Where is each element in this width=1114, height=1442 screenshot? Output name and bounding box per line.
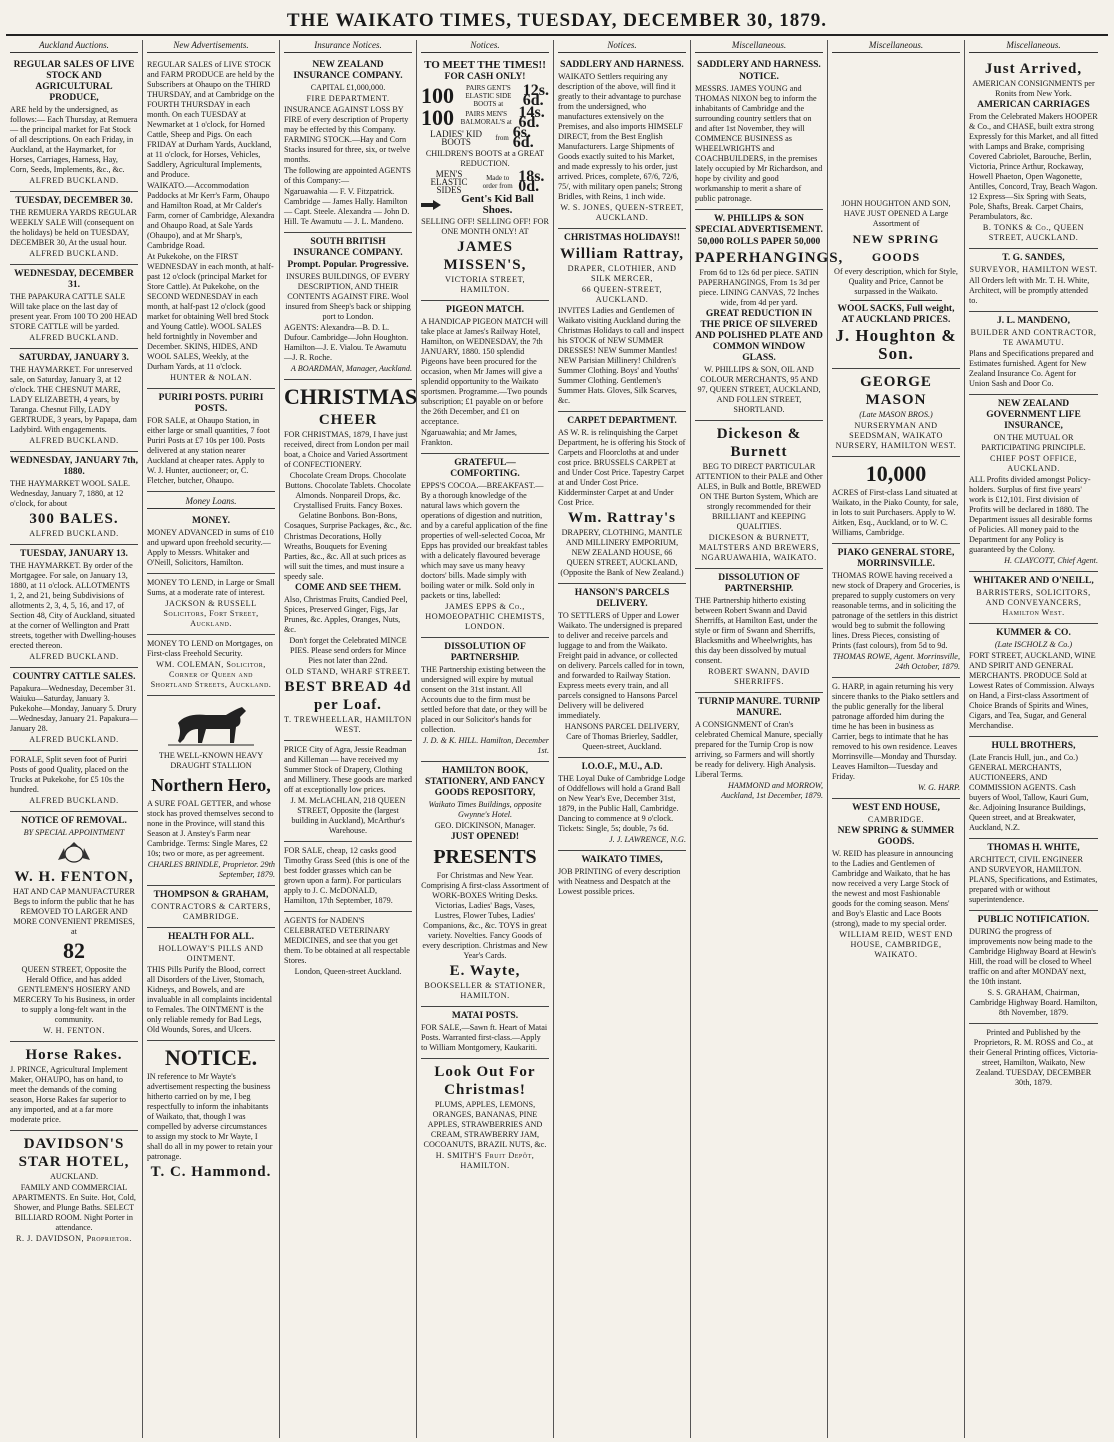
column-2 xyxy=(143,40,280,1438)
column-header: Auckland Auctions. xyxy=(10,40,138,53)
ad-signature: J. M. McLACHLAN, 218 QUEEN STREET, Opposite the (largest building in Auckland), McArthur's Warehouse. xyxy=(290,796,406,835)
ad-body: G. HARP, in again returning his very sincere thanks to the Piako settlers and the public generally for the liberal patronage afforded him during the time he has been in business as Carrier, begs to intimate that he has removed to his own residence. Leaves Morrinsville—Monday and Thursday. Leaves Hamilton—Tuesday and Friday. xyxy=(832,682,959,781)
imprint xyxy=(969,1024,1098,1093)
ad-body: AGENTS for NADEN'S CELEBRATED VETERINARY MEDICINES, and see that you get them. To be obtained at all respectable Stores. xyxy=(284,916,410,965)
ad-piako-store xyxy=(832,544,960,678)
ad-children: CHILDREN'S BOOTS at a GREAT REDUCTION. xyxy=(425,149,545,168)
ad-title: Northern Hero, xyxy=(151,775,271,795)
ad-papakura-sale xyxy=(10,265,138,349)
ad-grass-seed xyxy=(284,842,412,912)
ad-live-stock-sales xyxy=(10,56,138,192)
ad-title: DISSOLUTION OF PARTNERSHIP. xyxy=(444,642,526,663)
ad-south-british xyxy=(284,233,412,380)
ad-title: PIGEON MATCH. xyxy=(446,305,524,315)
ad-name: Wm. Rattray's xyxy=(568,510,676,526)
ad-stallion xyxy=(147,696,275,886)
ad-body: A SURE FOAL GETTER, and whose stock has proved themselves second to none in the Province, will stand this Season at J. Anstey's Farm near Cambridge. Terms: Single Mares, £2 10s; two or more, as per agreement. xyxy=(147,799,274,858)
ad-body: THE REMUERA YARDS REGULAR WEEKLY SALE Will (consequent on the holidays) be held on TUESDAY, DECEMBER 30, At the usual hour. xyxy=(10,208,137,247)
ad-signature: ALFRED BUCKLAND. xyxy=(29,436,119,445)
ad-holloway xyxy=(147,928,275,1041)
ad-money-to-lend xyxy=(147,574,275,635)
ad-big-text: 300 BALES. xyxy=(29,511,119,527)
ad-body: FAMILY AND COMMERCIAL APARTMENTS. En Suite. Hot, Cold, Shower, and Plunge Baths. SELECT BILLIARD ROOM. Night Porter in attendance. xyxy=(12,1183,136,1232)
ad-american-carriages xyxy=(969,56,1098,249)
ad-body: W. REID has pleasure in announcing to the Ladies and Gentlemen of Cambridge and Waikato, that he has now received a very Large Stock of the newest and most Fashionable goods for the coming season. Mens' and Boy's Elastic and Lace Boots (strong), made to my special order. xyxy=(832,849,954,928)
ad-body: THE Loyal Duke of Cambridge Lodge of Oddfellows will hold a Grand Ball on New Year's Eve, December 31st, 1879, in the Public Hall, Cambridge. Dancing to commence at 9 o'clock. Tickets: Single, 5s; double, 7s 6d. xyxy=(558,774,686,833)
ad-signature: ALFRED BUCKLAND. xyxy=(29,529,119,538)
ad-body: A HANDICAP PIGEON MATCH will take place at James's Railway Hotel, Hamilton, on WEDNESDAY, the 7th JANUARY, 1880. 150 splendid Pigeons have been procured for the occasion, when Mr James will give a splendid opportunity to the Waikato sportsmen. Programme.—Two pounds subscription; £1 payable on or before the 26th December, and £1 on acceptance. xyxy=(421,317,549,426)
column-1 xyxy=(6,40,143,1438)
ad-body: THE Partnership existing between the undersigned will expire by mutual consent on the 31st instant. All Accounts due to the firm must be settled before that date, or they will be placed in our Solicitor's hands for collection. xyxy=(421,665,547,734)
ad-title: SADDLERY AND HARNESS. xyxy=(560,60,684,70)
ad-title: GEORGE MASON xyxy=(860,374,932,408)
ad-subtitle-2: CHIEF POST OFFICE, AUCKLAND. xyxy=(990,454,1077,473)
ad-title: PURIRI POSTS. PURIRI POSTS. xyxy=(158,393,264,414)
ad-signature: S. S. GRAHAM, Chairman, Cambridge Highway Board. Hamilton, 8th November, 1879. xyxy=(969,988,1098,1017)
column-header: New Advertisements. xyxy=(147,40,275,53)
ad-title: Horse Rakes. xyxy=(25,1047,123,1063)
ad-title: HULL BROTHERS, xyxy=(991,741,1076,751)
ad-title: NEW ZEALAND GOVERNMENT LIFE INSURANCE, xyxy=(986,399,1081,431)
ad-kummer xyxy=(969,624,1098,737)
ad-signature: Ngaruawahia; and Mr James, Frankton. xyxy=(421,428,517,447)
ad-title: Dickeson & Burnett xyxy=(716,426,802,460)
ad-body: HAT AND CAP MANUFACTURER Begs to inform the public that he has REMOVED TO LARGER AND MORE CONVENIENT PREMISES, at xyxy=(13,887,135,936)
ad-title: TUESDAY, JANUARY 13. xyxy=(20,549,128,559)
ad-body: PLUMS, APPLES, LEMONS, ORANGES, BANANAS, PINE APPLES, STRAWBERRIES AND CREAM, STRAWBERRY JAM, COCOANUTS, BRAZIL NUTS, &c. xyxy=(423,1100,547,1149)
ad-houghton xyxy=(832,56,960,369)
ad-missen-boots xyxy=(421,56,549,301)
ad-capital: CAPITAL £1,000,000. xyxy=(310,83,386,92)
ad-title: Just Arrived, xyxy=(984,61,1083,77)
ad-body: WAIKATO Settlers requiring any description of the above, will find it greatly to their advantage to purchase from the undersigned, who manufactures extensively on the Premises, and also imports HIMSELF DIRECT, from the Best English Manufacturers. Large Shipments of Goods exactly suited to his Market, and made expressly to his order, just arrived. Prices, complete, 67/6, 72/6, 75/, with military open panels; Strong Bridles, with Reins, 1 inch wide. xyxy=(558,72,683,201)
ad-title: WEST END HOUSE, xyxy=(852,803,940,813)
ad-body: AS W. R. is relinquishing the Carpet Department, he is offering his Stock of Carpets and Floorcloths at and under cost price. BRUSSELS CARPET at and Under Cost Price. Tapestry Carpet at and Under Cost Price. Kidderminster Carpet at and Under Cost Price. xyxy=(558,428,686,507)
ad-mandeno-builder xyxy=(969,312,1098,395)
pointing-hand-icon xyxy=(421,199,443,211)
ad-subtitle: BUILDER AND CONTRACTOR, TE AWAMUTU. xyxy=(970,328,1097,347)
ad-body: ACRES of First-class Land situated at Waikato, in the Piako County, for sale, in lots to suit Purchasers. Apply to W. Aitken, Esq., Auckland, or to W. C. Williams, Cambridge. xyxy=(832,488,959,537)
ad-job-printing xyxy=(558,851,686,902)
ad-subtitle: CONTRACTORS & CARTERS, CAMBRIDGE. xyxy=(151,902,271,921)
ad-horse-rakes xyxy=(10,1042,138,1131)
price-line: 100 PAIRS MEN'S BALMORAL'S at 14s. 6d. xyxy=(421,104,545,131)
ad-body: FORT STREET, AUCKLAND, WINE AND SPIRIT AND GENERAL MERCHANTS. PRODUCE Sold at Lowest Rates of Commission. Always on Hand, a First-class Assortment of Choice Brands of Spirits and Wines, Cigars, and Tea, Sugar, and General Merchandise. xyxy=(969,651,1096,730)
ad-title: WHITAKER AND O'NEILL, xyxy=(973,576,1094,586)
ad-manager: GEO. DICKINSON, Manager. xyxy=(434,821,536,830)
ad-name: JAMES MISSEN'S, xyxy=(443,239,527,273)
ad-signature: ALFRED BUCKLAND. xyxy=(29,249,119,258)
ad-body: THE PAPAKURA CATTLE SALE Will take place on the last day of present year. From 100 TO 200 HEAD STORE CATTLE will be yarded. xyxy=(10,292,138,331)
ad-title: HANSON'S PARCELS DELIVERY. xyxy=(574,588,670,609)
ad-hull-brothers xyxy=(969,737,1098,839)
ad-body: ALL Profits divided amongst Policy-holders. Surplus of first five years' work is £12,101. First division of Profits will be declared in 1880. The Department issues all desirable forms of Policies. All money paid to the Department for any Policy is guaranteed by the Colony. xyxy=(969,475,1093,554)
ad-body: INVITES Ladies and Gentlemen of Waikato visiting Auckland during the Christmas Holidays to call and inspect his STOCK of NEW SUMMER DRESSES! NEW Summer Mantles! NEW Parisian Millinery! Children's Summer Clothing. Boys' and Youths' Summer Clothing. Gentlemen's Summer Hats. Gloves, Silk Scarves, &c. xyxy=(558,306,685,405)
ad-body: JOHN HOUGHTON AND SON, HAVE JUST OPENED A Large Assortment of xyxy=(841,199,951,228)
ad-body-3: At Pukekohe, on the FIRST WEDNESDAY in each month, at half-past 12 o'clock (principal Market for Store Cattle). At Pukekohe, on the SECOND WEDNESDAY in each month, at half-past 12 o'clock (good market for obtaining Well bred Stock and Young Cattle). WOOL SALES held fortnightly in November and December. SKINS, HIDES, AND WOOL SALES, Weekly, at the Durham Yards, at 11 o'clock. xyxy=(147,252,274,371)
ad-subtitle: Waikato Times Buildings, opposite Gwynne's Hotel. xyxy=(428,800,542,819)
ad-body: FORALE, Split seven foot of Puriri Posts of good Quality, placed on the Trucks at Pukekohe, for £5 10s the hundred. xyxy=(10,755,129,794)
ad-allotments xyxy=(10,545,138,668)
ad-address: VICTORIA STREET, HAMILTON. xyxy=(444,275,526,294)
ad-signature: W. PHILLIPS & SON, OIL AND COLOUR MERCHANTS, 95 AND 97, QUEEN STREET, AUCKLAND, AND FOLLEN STREET, SHORTLAND. xyxy=(697,365,821,414)
ad-body: INSURANCE AGAINST LOSS BY FIRE of every description of Property may be effected by this Company. FARMING STOCK.—Hay and Corn Stacks insured for three, six, or twelve months. xyxy=(284,105,410,164)
ad-signature: T. TREWHEELLAR, HAMILTON WEST. xyxy=(284,715,412,734)
ad-turnip-manure xyxy=(695,693,823,806)
ad-title: CHRISTMAS xyxy=(284,384,418,409)
ad-come: COME AND SEE THEM. xyxy=(295,583,401,593)
ad-title: PUBLIC NOTIFICATION. xyxy=(977,915,1090,925)
ad-body: From the Celebrated Makers HOOPER & Co., and CHASE, built extra strong Expressly for this Market, and all fitted with Lamps and Brake, comprising Covered Cabriolet, Barouche, Berlin, Victoria, Prince Arthur, Rockaway, Howell Phaeton, Open Wagonette, Antilles, Concord, Tray, Beach Wagon. 12 Express—Six Spring with Seats, Pole, Shafts, Break. Carpet Chairs, Perambulators, &c. xyxy=(969,112,1098,221)
ad-agents: AGENTS: Alexandra—B. D. L. Dufour. Cambridge—John Houghton. Hamilton—J. E. Vialou. Te Awamutu—J. R. Roche. xyxy=(284,323,409,362)
ad-body: For Christmas and New Year. Comprising A first-class Assortment of WORK-BOXES Writing Desks. Victorias, Ladies' Bags, Vases, Lustres, Flower Tubes, Ladies' Companions, &c., &c. TOYS in great variety. Novelties. Fancy Goods of every description. Christmas and New Year's Cards. xyxy=(421,871,549,960)
ad-great: GREAT REDUCTION IN THE PRICE OF SILVERED AND POLISHED PLATE AND COMMON WINDOW GLASS. xyxy=(695,309,823,363)
ad-body: Papakura—Wednesday, December 31. Waiuku—Saturday, January 3. Pukekohe—Monday, January 5. Drury—Wednesday, January 21. Papakura—January 28. xyxy=(10,684,138,733)
ad-10000-acres xyxy=(832,457,960,544)
ad-signature: B. TONKS & Co., QUEEN STREET, AUCKLAND. xyxy=(982,223,1085,242)
ad-phillips-paper xyxy=(695,210,844,421)
columns xyxy=(6,40,1108,1438)
ad-body: BARRISTERS, SOLICITORS, AND CONVEYANCERS, Hamilton West. xyxy=(976,588,1091,617)
ad-title: J. L. MANDENO, xyxy=(996,316,1071,326)
ad-christmas-cheer xyxy=(284,380,418,741)
ad-body-2: Christmas Decorations, Holly Wreaths, Bouquets for Evening Parties, &c., &c. All at such prices as will suit the times, and must insure a speedy sale. xyxy=(284,532,407,581)
ad-title: WEDNESDAY, JANUARY 7th, 1880. xyxy=(10,456,138,477)
ad-body: ARCHITECT, CIVIL ENGINEER AND SURVEYOR, HAMILTON. PLANS, Specifications, and Estimates, prepared with or without superintendence. xyxy=(969,855,1098,904)
imprint-text: Printed and Published by the Proprietors, R. M. ROSS and Co., at their General Printing offices, Victoria-street, Hamilton, Waikato, New Zealand. TUESDAY, DECEMBER 30th, 1879. xyxy=(969,1028,1098,1087)
ad-body: THIS Pills Purify the Blood, correct all Disorders of the Liver, Stomach, Kidneys, and Bowels, and are invaluable in all complaints incidental to Females. The OINTMENT is the only reliable remedy for Bad Legs, Old Wounds, Sores, and Ulcers. xyxy=(147,965,273,1034)
ad-body-2: QUEEN STREET, Opposite the Herald Office, and has added GENTLEMEN'S HOSIERY AND MERCERY To his Business, in order to supply a long-felt want in the community. xyxy=(13,965,135,1024)
ad-george-mason xyxy=(832,369,960,457)
horse-icon xyxy=(166,703,256,747)
column-4 xyxy=(417,40,554,1438)
ad-title: SADDLERY AND HARNESS. xyxy=(697,60,821,70)
ad-body: THE HAYMARKET. For unreserved sale, on Saturday, January 3, at 12 o'clock. THE CHESNUT MARE, LADY ELIZABETH, 4 years, by Taranga. Chesnut Filly, LADY GERTRUDE, 3 years, by Papapa, dam Ladybird. With engagements. xyxy=(10,365,137,434)
ad-look-out-christmas xyxy=(421,1059,549,1176)
ad-title: Look Out For Christmas! xyxy=(434,1064,536,1098)
ad-signature: CHARLES BRINDLE, Proprietor. 29th September, 1879. xyxy=(147,860,275,879)
ad-signature: E. Wayte, xyxy=(449,963,521,979)
ad-subtitle: SURVEYOR, HAMILTON WEST. xyxy=(969,265,1098,274)
ad-title: KUMMER & CO. xyxy=(996,628,1071,638)
ad-title: NEW ZEALAND INSURANCE COMPANY. xyxy=(293,60,403,81)
royal-arms-icon xyxy=(54,842,94,864)
ad-signature: WM. COLEMAN, Solicitor, Corner of Queen and Shortland Streets, Auckland. xyxy=(150,660,272,689)
ad-title: SATURDAY, JANUARY 3. xyxy=(19,353,129,363)
ad-body: A CONSIGNMENT of Cran's celebrated Chemical Manure, specially prepared for the Turnip Crop is now arriving, so Farmers and will shortly be ready for delivery. High Analysis. Liberal Terms. xyxy=(695,720,823,779)
column-3 xyxy=(280,40,417,1438)
ad-title: TURNIP MANURE. TURNIP MANURE. xyxy=(697,697,820,718)
ad-notice: NOTICE. xyxy=(739,72,779,82)
ad-thompson-graham xyxy=(147,886,275,928)
ad-title: PIAKO GENERAL STORE, MORRINSVILLE. xyxy=(837,548,955,569)
ad-subtitle: (Late MASON BROS.) xyxy=(859,410,933,419)
ad-matai-posts xyxy=(421,1007,549,1059)
ad-body: From 6d to 12s 6d per piece. SATIN PAPERHANGINGS, From 1s 3d per piece. LINING CANVAS, 72 Inches wide, from 4d per yard. xyxy=(698,268,820,307)
ad-signature: DICKESON & BURNETT, MALTSTERS AND BREWERS, NGARUAWAHIA, WAIKATO. xyxy=(698,533,820,562)
price-line: LADIES' KID BOOTS from 6s. 6d. xyxy=(430,124,534,151)
ad-title: HAMILTON BOOK, STATIONERY, AND FANCY GOODS REPOSITORY, xyxy=(425,766,545,798)
ad-big-text: PAPERHANGINGS, xyxy=(695,250,844,266)
ad-body: ARE held by the undersigned, as follows:— Each Thursday, at Remuera — the principal market for Fat Stock of all descriptions. On each Friday, in Auckland, at the Haymarket, for Horses, Carriages, Harness, Hay, Corn, Seeds, Implements, &c., &c. xyxy=(10,105,138,174)
ad-epps-cocoa xyxy=(421,454,549,638)
ad-subtitle: HOLLOWAY'S PILLS AND OINTMENT. xyxy=(158,944,264,963)
ad-body: NURSERYMAN AND SEEDSMAN, WAIKATO NURSERY, HAMILTON WEST. xyxy=(835,421,957,450)
ad-subtitle: DRAPER, CLOTHIER, AND SILK MERCER, xyxy=(567,264,677,283)
ad-hunter-nolan xyxy=(147,56,275,389)
ad-body-3: Also, Christmas Fruits, Candied Peel, Spices, Preserved Ginger, Figs, Jar Prunes, &c. Apples, Oranges, Nuts, &c. xyxy=(284,595,408,634)
column-8 xyxy=(965,40,1102,1438)
ad-fenton-removal xyxy=(10,812,138,1042)
ad-hanson-parcels xyxy=(558,584,686,758)
column-header: Notices. xyxy=(558,40,686,53)
ad-title: THOMAS H. WHITE, xyxy=(987,843,1080,853)
ad-thomas-white xyxy=(969,839,1098,911)
ad-saddlery-jones xyxy=(558,56,686,229)
ad-signature: ALFRED BUCKLAND. xyxy=(29,652,119,661)
ad-signature: HAMMOND and MORROW, Auckland, 1st December, 1879. xyxy=(721,781,823,800)
ad-nz-insurance xyxy=(284,56,412,233)
ad-signature: WILLIAM REID, WEST END HOUSE, CAMBRIDGE, WAIKATO. xyxy=(839,930,953,959)
ad-signature: J. J. LAWRENCE, N.G. xyxy=(608,835,686,844)
column-header: Notices. xyxy=(421,40,549,53)
ad-signature: ALFRED BUCKLAND. xyxy=(29,176,119,185)
ad-body: FOR SALE,—Sawn ft. Heart of Matai Posts. Warranted first-class.—Apply to William Montgomery, Kaukariti. xyxy=(421,1023,548,1052)
ad-title: WAIKATO TIMES, xyxy=(581,855,663,865)
ad-title: MONEY. xyxy=(192,516,230,526)
ad-wool-sale xyxy=(10,452,138,545)
ad-money xyxy=(147,512,275,574)
ad-body: MONEY TO LEND, in Large or Small Sums, at a moderate rate of interest. xyxy=(147,578,275,597)
ad-dissolution-swann xyxy=(695,569,823,693)
ad-title: GRATEFUL—COMFORTING. xyxy=(450,458,520,479)
ad-title: CARPET DEPARTMENT. xyxy=(567,416,677,426)
ad-notice-hammond xyxy=(147,1041,275,1186)
ad-signature: R. J. DAVIDSON, Proprietor. xyxy=(16,1234,132,1243)
ad-title: TO MEET THE TIMES!! xyxy=(424,59,546,71)
ad-selling: SELLING OFF! SELLING OFF! FOR ONE MONTH ONLY! AT xyxy=(421,217,549,236)
column-5 xyxy=(554,40,691,1438)
ad-subtitle: AUCKLAND. xyxy=(50,1172,98,1181)
ad-signature: H. CLAYCOTT, Chief Agent. xyxy=(1004,556,1098,565)
ad-naden-medicines xyxy=(284,912,412,982)
ad-body: (Late Francis Hull, jun., and Co.) GENERAL MERCHANTS, AUCTIONEERS, AND COMMISSION AGENTS. Cash buyers of Wool, Tallow, Kauri Gum, &c. Adjoining Insurance Buildings, Queen street, and at Breakwater, Auckland, N.Z. xyxy=(969,753,1089,832)
ad-title: REGULAR SALES OF LIVE STOCK AND AGRICULTURAL PRODUCE, xyxy=(13,60,135,103)
ad-name: W. H. FENTON, xyxy=(14,869,134,885)
ad-title: DAVIDSON'S STAR HOTEL, xyxy=(18,1136,130,1170)
ad-title: WEDNESDAY, DECEMBER 31. xyxy=(14,269,134,290)
ad-list: Chocolate Cream Drops. Chocolate Buttons. Chocolate Tablets. Chocolate Almonds. Nonpareil Drops, &c. Crystallised Fruits. Fancy Boxes. Gelatine Bonbons. Bon-Bons, Cosaques, Surprise Packages, &c., &c. xyxy=(284,471,412,530)
ad-body: EPPS'S COCOA.—BREAKFAST.—By a thorough knowledge of the natural laws which govern the operations of digestion and nutrition, and by a careful application of the fine properties of well-selected Cocoa, Mr Epps has provided our breakfast tables with a delicately flavoured beverage which may save us many heavy doctors' bills. Made simply with boiling water or milk. Sold only in packets or tins, labelled: xyxy=(421,481,548,600)
ad-puriri-posts xyxy=(147,389,275,492)
column-header: Miscellaneous. xyxy=(832,40,960,53)
ad-remuera-sale xyxy=(10,192,138,265)
ad-money-mortgages xyxy=(147,635,275,696)
price-line: MEN'S ELASTIC SIDES Made to order from 18s. 0d. xyxy=(430,168,545,195)
divider xyxy=(850,300,942,301)
ad-title: T. G. SANDES, xyxy=(1002,253,1065,263)
ad-signature: H. SMITH'S Fruit Depôt, HAMILTON. xyxy=(435,1151,535,1170)
ad-title: TUESDAY, DECEMBER 30. xyxy=(15,196,133,206)
ad-pigeon-match xyxy=(421,301,549,454)
column-6 xyxy=(691,40,844,1438)
ad-carpet-department xyxy=(558,412,686,584)
ad-country-cattle-sales xyxy=(10,668,138,751)
masthead: THE WAIKATO TIMES, TUESDAY, DECEMBER 30, 1879. xyxy=(6,8,1108,36)
ad-dissolution-hill xyxy=(421,638,549,762)
ad-rolls: 50,000 ROLLS PAPER 50,000 xyxy=(697,237,821,247)
ad-big-text: PRESENTS xyxy=(433,846,537,868)
ad-address: 66 QUEEN-STREET, AUCKLAND. xyxy=(581,285,663,304)
ad-subtitle: ON THE MUTUAL OR PARTICIPATING PRINCIPLE. xyxy=(981,433,1086,452)
ad-body: Plans and Specifications prepared and Estimates furnished. Agent for New Zealand Insurance Co. Agent for Union Sash and Door Co. xyxy=(969,349,1094,388)
ad-signature: J. Houghton & Son. xyxy=(835,326,957,363)
ad-body: INSURES BUILDINGS, OF EVERY DESCRIPTION, AND THEIR CONTENTS AGAINST FIRE. Wool insured from Sheep's back or shipping port to London. xyxy=(285,272,411,321)
ad-body: THOMAS ROWE having received a new stock of Drapery and Groceries, is prepared to supply customers on very reasonable terms, and in soliciting the patronage of the settlers in this district would beg to submit the following lines. Dress Pieces, consisting of Prints (fast colours), from 5d to 9d. xyxy=(832,571,960,650)
ad-big-text: NEW SPRING & SUMMER GOODS. xyxy=(837,826,955,847)
ad-west-end-house xyxy=(832,799,960,965)
ad-subtitle: (Late ISCHOLZ & Co.) xyxy=(994,640,1073,649)
ad-dickeson-burnett xyxy=(695,421,823,569)
ad-body: BEG TO DIRECT PARTICULAR ATTENTION to their PALE and Other ALES, in Bulk and Bottle, BREWED ON THE Burton System, Which are strongly recommended for their BRILLIANT and KEEPING QUALITIES. xyxy=(695,462,823,531)
column-header: Miscellaneous. xyxy=(695,40,823,53)
ad-subtitle: BY SPECIAL APPOINTMENT xyxy=(23,828,125,837)
ad-open: JUST OPENED! xyxy=(450,832,520,842)
ad-body: FOR SALE, cheap, 12 casks good Timothy Grass Seed (this is one of the best fodder grasses which can be grown upon a farm). For particulars apply to J. C. McDONALD, Hamilton, 17th September, 1879. xyxy=(284,846,410,905)
ad-body: THE HAYMARKET WOOL SALE. Wednesday, January 7, 1880, at 12 o'clock, for about xyxy=(10,479,131,508)
ad-sandes-surveyor xyxy=(969,249,1098,312)
ad-body: PRICE City of Agra, Jessie Readman and Killeman — have received my Summer Stock of Drapery, Clothing and Millinery. These goods are marked off at exceptionally low prices. xyxy=(284,745,413,794)
ad-signature-2: BOOKSELLER & STATIONER, HAMILTON. xyxy=(424,981,546,1000)
ad-title: COUNTRY CATTLE SALES. xyxy=(12,672,136,682)
ad-title: NOTICE OF REMOVAL. xyxy=(21,816,127,826)
ad-title-2: CHEER xyxy=(318,412,378,428)
ad-subtitle: THE WELL-KNOWN HEAVY DRAUGHT STALLION xyxy=(158,751,264,770)
ad-street-number: 82 xyxy=(63,938,85,963)
ad-body: THE HAYMARKET. By order of the Mortgagee. For sale, on January 13, 1880, at 11 o'clock. ALLOTMENTS 1, 2, and 21, being Subdivisions of allotments 2, 3, 4, 5, 16, and 17, of Section 48, City of Auckland, situated at the corner of Wellington and Pratt streets, together with Dwelling-houses erected thereon. xyxy=(10,561,136,650)
ad-name: William Rattray, xyxy=(559,246,685,262)
ad-body: MONEY TO LEND on Mortgages, on First-class Freehold Security. xyxy=(147,639,273,658)
ad-title: HEALTH FOR ALL. xyxy=(168,932,254,942)
ad-big-text: 10,000 xyxy=(865,461,927,486)
ad-body: IN reference to Mr Wayte's advertisement respecting the business hitherto carried on by me, I beg respectfully to inform the inhabitants of Waikato, that, though I was compelled by adverse circumstances to assign my stock to Mr Wayte, I shall do all in my power to retain your patronage. xyxy=(147,1072,273,1161)
ad-signature: A BOARDMAN, Manager, Auckland. xyxy=(290,364,412,373)
ad-subtitle: FIRE DEPARTMENT. xyxy=(306,94,390,103)
ad-mclachlan xyxy=(284,741,412,842)
ad-title: NOTICE. xyxy=(164,1045,258,1070)
column-header: Miscellaneous. xyxy=(969,40,1098,53)
ad-agents: Ngaruawahia — F. V. Fitzpatrick. Cambridge — James Hally. Hamilton — Capt. Steele. Alexandra — John D. Hill. Te Awamutu — J. L. Mandeno. xyxy=(284,187,410,226)
ad-body: REGULAR SALES of LIVE STOCK and FARM PRODUCE are held by the Subscribers at Ohaupo on the THIRD THURSDAY, and at Cambridge on the FOURTH THURSDAY in each month. On each TUESDAY at Newmarket at 1 o'clock, for Horned Cattle, Sheep and Pigs. On each FRIDAY at Durham Yards, Auckland, at 11 o'clock, for Horses, Vehicles, Saddlery, Agricultural Implements, and Produce. xyxy=(147,60,275,179)
ad-title: MATAI POSTS. xyxy=(451,1011,519,1021)
ad-body-4: Don't forget the Celebrated MINCE PIES. Please send orders for Mince Pies not later than 22nd. xyxy=(289,636,407,665)
ad-whitaker-oneill xyxy=(969,572,1098,624)
ad-body: TO SETTLERS of Upper and Lower Waikato. The undersigned is prepared to deliver and receive parcels and luggage to and from the Waikato. Freight paid in advance, or collected on delivery. Parcels called for in town, and forwarded to Railway Station. Express meets every train, and all parcels consigned to Hansons Parcel Delivery will be delivered immediately. xyxy=(558,611,685,720)
ad-big-text: AMERICAN CARRIAGES xyxy=(977,100,1090,110)
ad-bread-price: BEST BREAD 4d per Loaf. xyxy=(284,679,412,713)
ad-signature: J. D. & K. HILL. Hamilton, December 1st. xyxy=(422,736,549,755)
ad-title: THOMPSON & GRAHAM, xyxy=(153,890,269,900)
ad-title: I.O.O.F., M.U., A.D. xyxy=(581,762,663,772)
ad-title: DISSOLUTION OF PARTNERSHIP. xyxy=(718,573,800,594)
ad-subtitle: FOR CASH ONLY! xyxy=(444,72,526,82)
ad-title: W. PHILLIPS & SON SPECIAL ADVERTISEMENT. xyxy=(695,214,823,235)
ad-body: THE Partnership hitherto existing between Robert Swann and David Sherriffs, at Hamilton East, under the style or firm of Swann and Sherriffs, Blacksmiths and Wheelwrights, has this day been dissolved by mutual consent. xyxy=(695,596,818,665)
ad-signature: JAMES EPPS & Co., HOMOEOPATHIC CHEMISTS, LONDON. xyxy=(425,602,545,631)
ad-body: JOB PRINTING of every description with Neatness and Despatch at the Lowest possible prices. xyxy=(558,867,681,896)
ad-subtitle: Prompt. Popular. Progressive. xyxy=(287,260,409,270)
ad-harp-carrier xyxy=(832,678,960,799)
ad-rattray-christmas xyxy=(558,229,686,412)
ad-signature: W. S. JONES, QUEEN-STREET, AUCKLAND. xyxy=(560,203,684,222)
ad-haymarket-horses xyxy=(10,349,138,452)
ad-govt-life-insurance xyxy=(969,395,1098,572)
ad-signature: T. C. Hammond. xyxy=(150,1164,272,1180)
section-header: Money Loans. xyxy=(147,496,275,509)
ad-address: OLD STAND, WHARF STREET. xyxy=(285,667,411,676)
ad-signature: W. G. HARP. xyxy=(917,783,960,792)
ad-signature: London, Queen-street Auckland. xyxy=(294,967,402,976)
ad-body-2: WAIKATO.—Accommodation Paddocks at Mr Kerr's Farm, Ohaupo and Hamilton Road, at Mr Calder's Farm, corner of Cambridge, Alexandra and Ohaupo Road, at Sale Yards (Ohaupo), and at Mr Sharp's, Cambridge Road. xyxy=(147,181,275,250)
ad-signature: THOMAS ROWE, Agent. Morrinsville, 24th October, 1879. xyxy=(832,652,960,671)
ad-oddfellows-ball xyxy=(558,758,686,851)
ad-body-2: Of every description, which for Style, Quality and Price, Cannot be surpassed in the Waikato. xyxy=(834,267,958,296)
ad-signature: ROBERT SWANN, DAVID SHERRIFFS. xyxy=(708,667,810,686)
ad-public-notification xyxy=(969,911,1098,1024)
ad-body: DURING the progress of improvements now being made to the Cambridge Highway Board at Hewin's Hill, the road will be closed to Wheel traffic on and after MONDAY next, the 10th instant. xyxy=(969,927,1096,986)
ad-body: FOR SALE, at Ohaupo Station, in either large or small quantities, 7 foot Puriri Posts at £7 10s per 100. Posts delivered at any station nearer Auckland at cheaper rates. Apply to W. J. Hunter, auctioneer; or, C. Fletcher, butcher, Ohaupo. xyxy=(147,416,270,485)
ad-subtitle: DRAPERY, CLOTHING, MANTLE AND MILLINERY EMPORIUM, NEW ZEALAND HOUSE, 66 QUEEN STREET, AUCKLAND, (Opposite the Bank of New Zealand.) xyxy=(560,528,684,577)
price-line: 100 PAIRS GENT'S ELASTIC SIDE BOOTS at 12s. 6d. xyxy=(421,82,549,109)
ad-title: SOUTH BRITISH INSURANCE COMPANY. xyxy=(293,237,403,258)
ad-body: MESSRS. JAMES YOUNG and THOMAS NIXON beg to inform the inhabitants of Cambridge and the surrounding country settlers that on and after 1st November, they will COMMENCE BUSINESS as WHEELWRIGHTS and COACHBUILDERS, in the premises lately occupied by Mr Richardson, and hope by civility and good workmanship to merit a share of public patronage. xyxy=(695,84,823,203)
ad-subtitle: AMERICAN CONSIGNMENTS per Ronits from New York. xyxy=(972,79,1095,98)
ad-agents-head: The following are appointed AGENTS of this Company:— xyxy=(284,166,411,185)
ad-body: FOR CHRISTMAS, 1879, I have just received, direct from London per mail boat, a Choice and Varied Assortment of CONFECTIONERY. xyxy=(284,430,410,469)
ad-signature: ALFRED BUCKLAND. xyxy=(29,735,119,744)
ad-signature: ALFRED BUCKLAND. xyxy=(29,796,119,805)
ad-star-hotel xyxy=(10,1131,138,1249)
ad-young-nixon xyxy=(695,56,823,210)
ad-body: All Orders left with Mr. T. H. White, Architect, will be promptly attended to. xyxy=(969,276,1090,305)
column-header: Insurance Notices. xyxy=(284,40,412,53)
ad-body: J. PRINCE, Agricultural Implement Maker, OHAUPO, has on hand, to meet the demands of the coming season, Horse Rakes far superior to any imported, and at a far more moderate price. xyxy=(10,1065,128,1124)
ad-signature: HUNTER & NOLAN. xyxy=(170,373,252,382)
ad-wayte-presents xyxy=(421,762,549,1007)
ad-signature: HANSONS PARCEL DELIVERY, Care of Thomas Brierley, Saddler, Queen-street, Auckland. xyxy=(564,722,680,751)
ad-subtitle: CAMBRIDGE. xyxy=(867,815,925,824)
column-7 xyxy=(828,40,965,1438)
ad-big-text: NEW SPRING GOODS xyxy=(852,232,940,264)
ad-puriri-posts xyxy=(10,751,138,812)
ad-wool: WOOL SACKS, Full weight, AT AUCKLAND PRICES. xyxy=(837,304,955,325)
ad-ball-shoes: Gent's Kid Ball Shoes. xyxy=(421,194,549,216)
ad-signature: ALFRED BUCKLAND. xyxy=(29,333,119,342)
ad-title: CHRISTMAS HOLIDAYS!! xyxy=(563,233,681,243)
ad-body: MONEY ADVANCED in sums of £10 and upward upon freehold security.—Apply to Messrs. Whitaker and O'Neill, Solicitors, Hamilton. xyxy=(147,528,274,567)
ad-signature: JACKSON & RUSSELL Solicitors, Fort Street, Auckland. xyxy=(163,599,259,628)
ad-signature: W. H. FENTON. xyxy=(43,1026,105,1035)
